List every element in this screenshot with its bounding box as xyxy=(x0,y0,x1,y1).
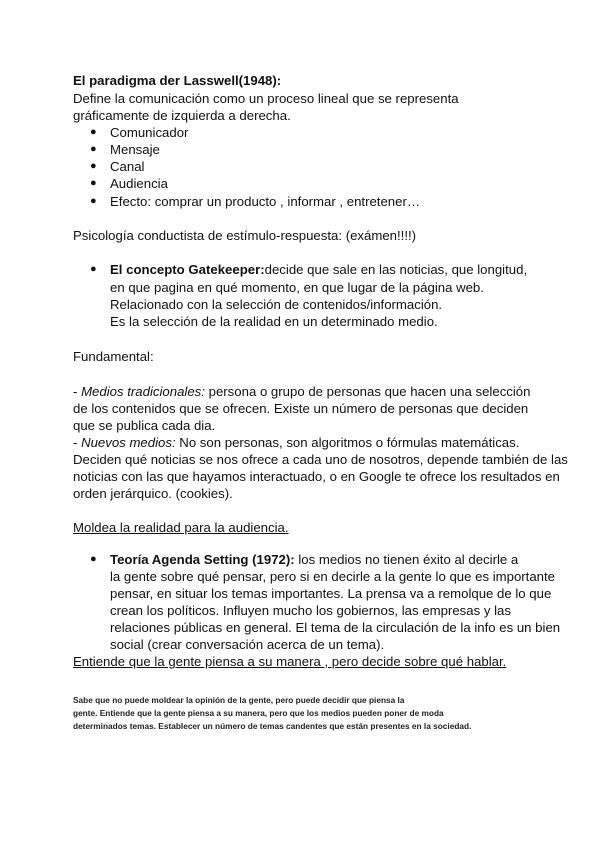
agenda-text: los medios no tienen éxito al decirle a xyxy=(294,552,519,567)
new-media-label: Nuevos medios: xyxy=(81,435,176,450)
intro-line-2: gráficamente de izquierda a derecha. xyxy=(73,108,291,123)
moldea-line: Moldea la realidad para la audiencia. xyxy=(73,520,289,535)
bullet-icon: ● xyxy=(90,177,97,189)
bullet-icon: ● xyxy=(90,160,97,172)
bullet-icon: ● xyxy=(90,143,97,155)
new-media-line-2: Deciden qué noticias se nos ofrece a cada uno de nosotros, depende también de las xyxy=(73,452,568,467)
psychology-line: Psicología conductista de estímulo-respuesta: (exámen!!!!) xyxy=(73,228,417,243)
section-title: El paradigma der Lasswell(1948): xyxy=(73,73,282,88)
new-media-line-4: orden jerárquico. (cookies). xyxy=(73,486,233,501)
bullet-icon: ● xyxy=(90,263,97,275)
agenda-line-3: pensar, en situar los temas importantes. La prensa va a remolque de lo que xyxy=(110,586,552,601)
footer-line-2: gente. Entiende que la gente piensa a su manera, pero que los medios pueden poner de moda xyxy=(73,708,444,718)
new-media-text: No son personas, son algoritmos o fórmulas matemáticas. xyxy=(175,435,520,450)
list-item-efecto: Efecto: comprar un producto , informar , entretener… xyxy=(110,194,421,209)
traditional-first-line: - Medios tradicionales: persona o grupo de personas que hacen una selección xyxy=(73,384,531,399)
agenda-line-6: social (crear conversación acerca de un tema). xyxy=(110,637,385,652)
footer-line-3: determinados temas. Establecer un número de temas candentes que están presentes en la sociedad. xyxy=(73,721,472,731)
agenda-summary: Entiende que la gente piensa a su manera , pero decide sobre qué hablar. xyxy=(73,654,507,669)
gatekeeper-line-4: Es la selección de la realidad en un determinado medio. xyxy=(110,314,438,329)
agenda-label: Teoría Agenda Setting (1972): xyxy=(110,552,295,567)
gatekeeper-first-line xyxy=(110,261,527,278)
traditional-line-2: de los contenidos que se ofrecen. Existe un número de personas que deciden xyxy=(73,401,529,416)
new-media-line-3: noticias con las que hayamos interactuado, o en Google te ofrece los resultados en xyxy=(73,469,560,484)
footer-line-1: Sabe que no puede moldear la opinión de la gente, pero puede decidir que piensa la xyxy=(73,695,405,705)
bullet-icon: ● xyxy=(90,126,97,138)
intro-line-1: Define la comunicación como un proceso lineal que se representa xyxy=(73,91,459,106)
agenda-line-4: crean los políticos. Influyen mucho los gobiernos, las empresas y las xyxy=(110,603,511,618)
gatekeeper-line-2: en que pagina en qué momento, en que lugar de la página web. xyxy=(110,280,484,295)
gatekeeper-line-3: Relacionado con la selección de contenidos/información. xyxy=(110,297,443,312)
list-item-canal: Canal xyxy=(110,159,145,174)
list-item-audiencia: Audiencia xyxy=(110,176,168,191)
list-item-mensaje: Mensaje xyxy=(110,142,160,157)
traditional-text: persona o grupo de personas que hacen una selección xyxy=(204,384,531,399)
bullet-icon: ● xyxy=(90,195,97,207)
bullet-icon: ● xyxy=(90,553,97,565)
agenda-first-line xyxy=(110,551,518,568)
agenda-line-5: relaciones públicas en general. El tema de la circulación de la info es un bien xyxy=(110,620,561,635)
gatekeeper-text: decide que sale en las noticias, que longitud, xyxy=(264,262,528,277)
gatekeeper-label: El concepto Gatekeeper: xyxy=(110,262,265,277)
list-item-comunicador: Comunicador xyxy=(110,125,189,140)
traditional-line-3: que se publica cada dia. xyxy=(73,418,216,433)
agenda-line-2: la gente sobre qué pensar, pero si en decirle a la gente lo que es importante xyxy=(110,569,556,584)
fundamental-heading: Fundamental: xyxy=(73,349,154,364)
new-media-first-line: - Nuevos medios: No son personas, son algoritmos o fórmulas matemáticas. xyxy=(73,435,520,450)
traditional-label: Medios tradicionales: xyxy=(81,384,205,399)
